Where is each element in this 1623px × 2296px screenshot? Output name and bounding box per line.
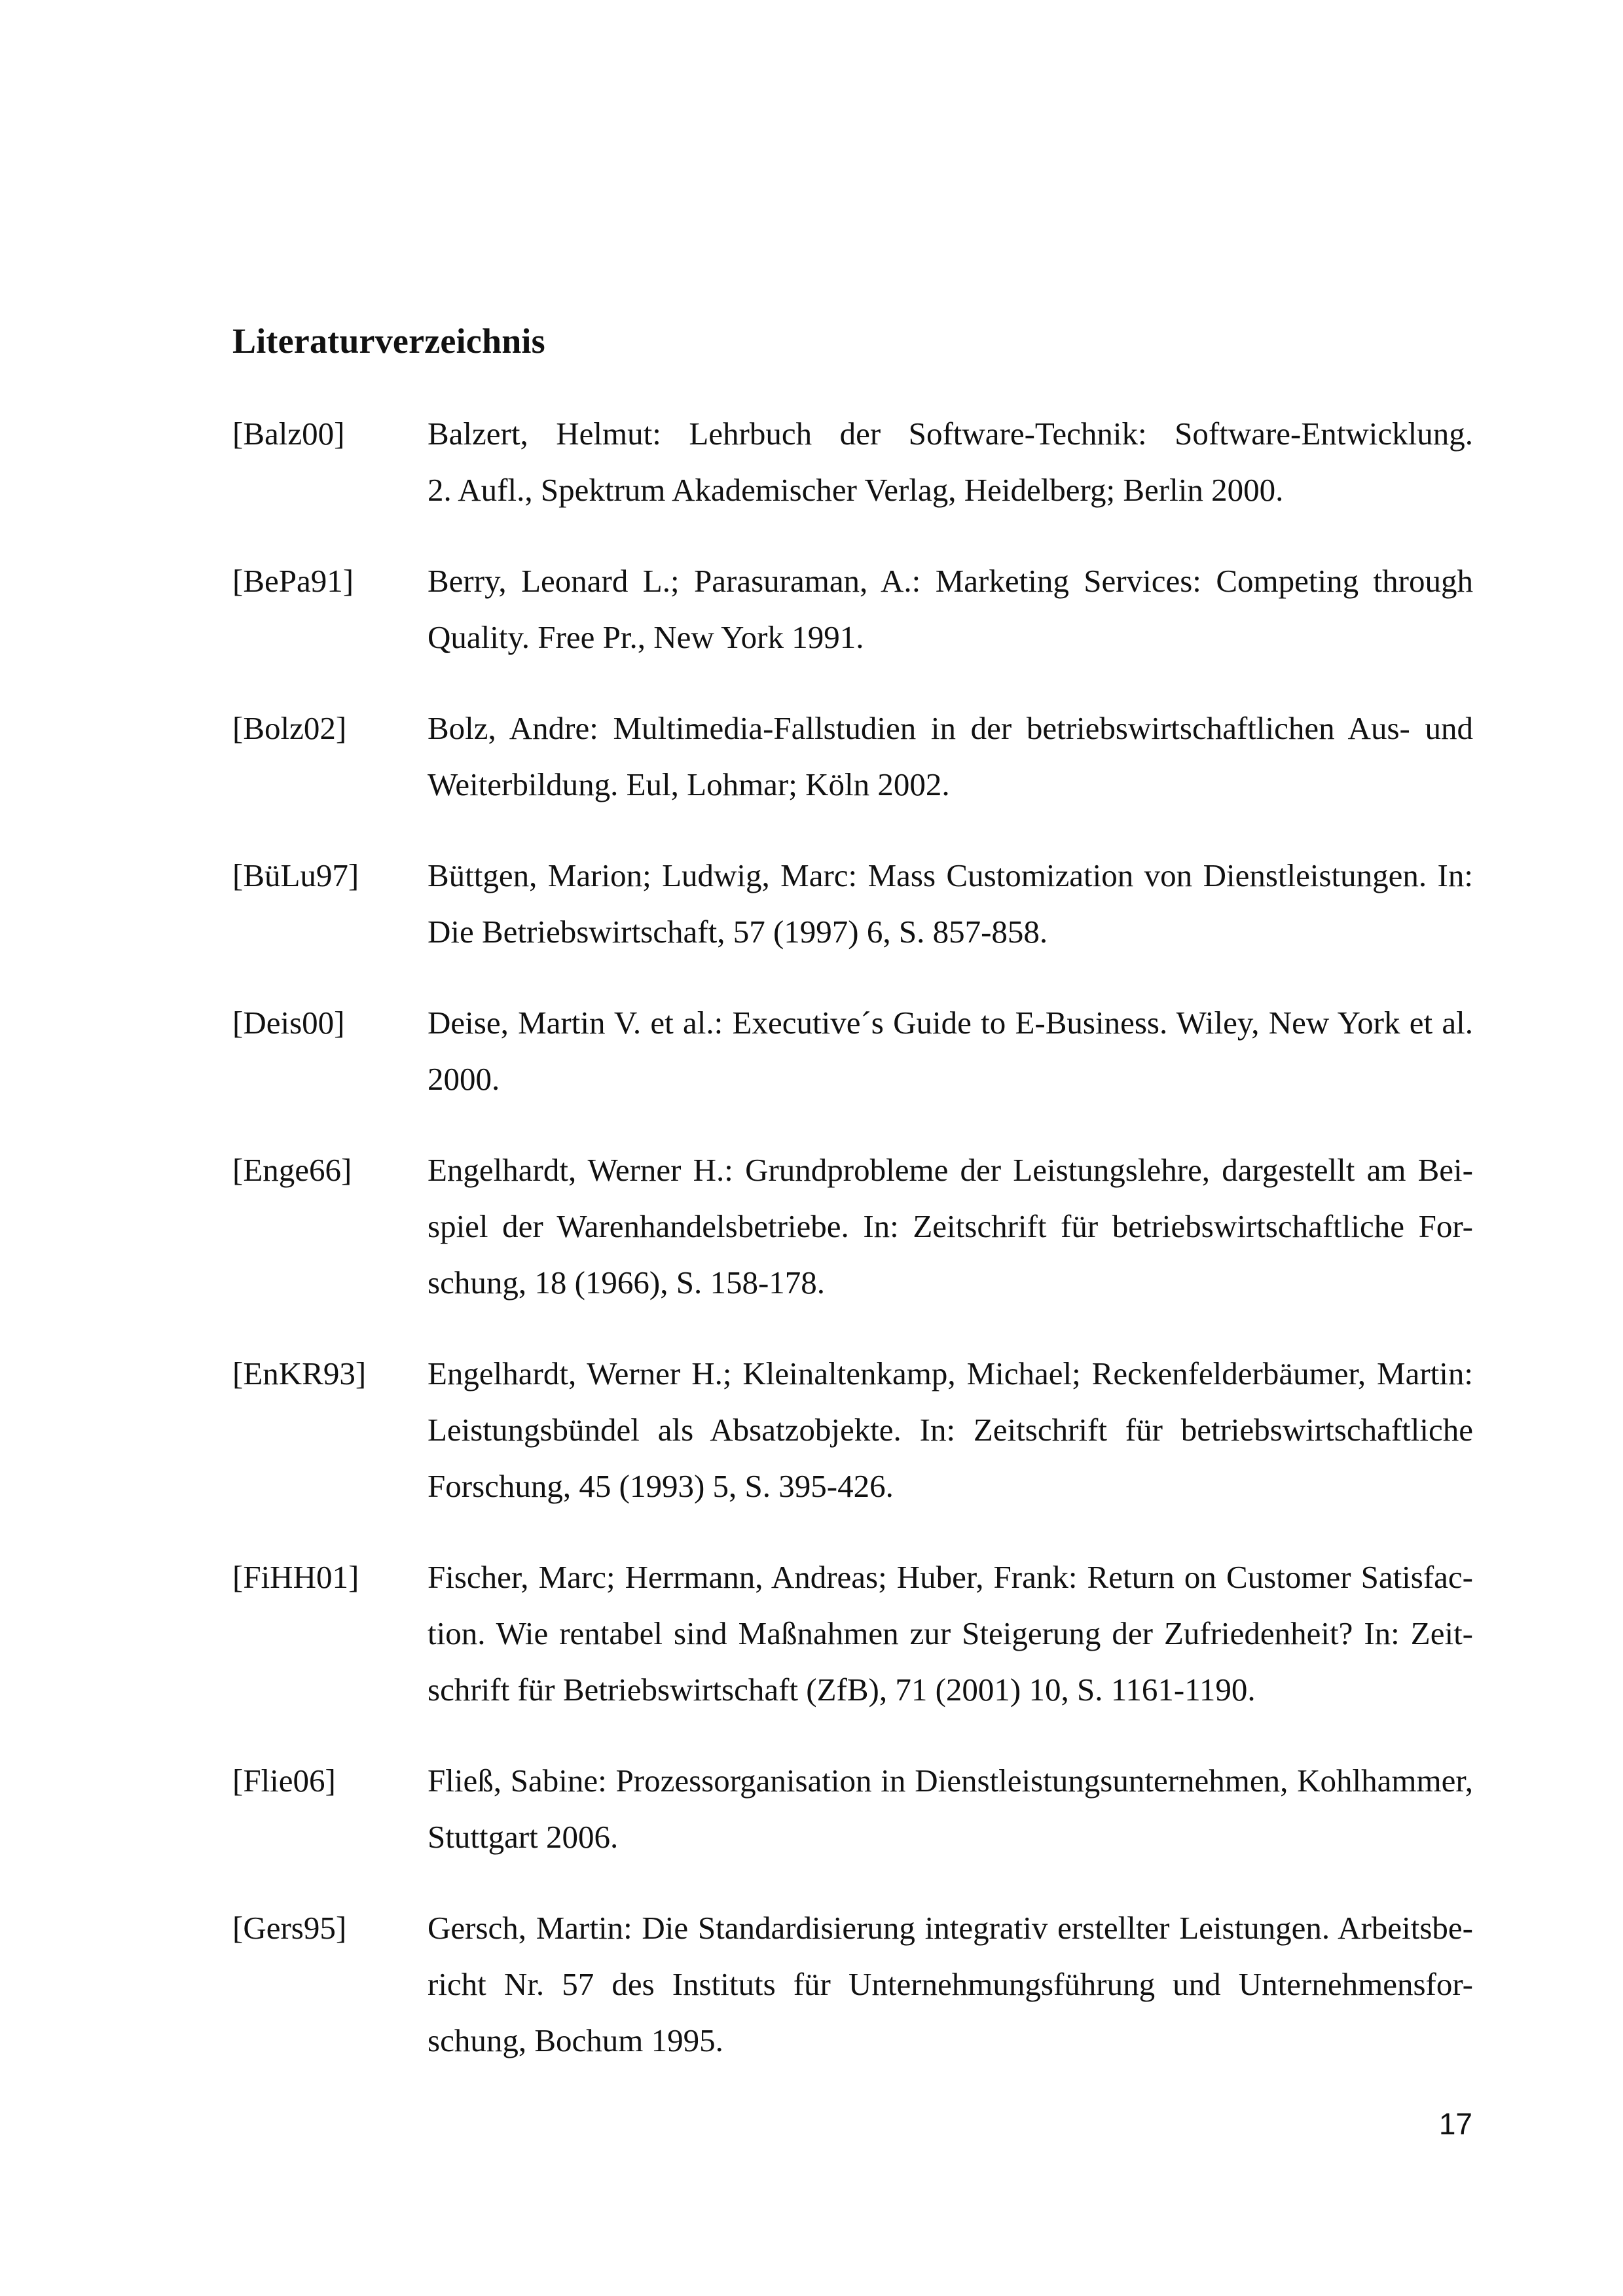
reference-text [428,1142,1473,1311]
reference-text [428,995,1473,1107]
reference-entry [232,1346,1473,1515]
page-number: 17 [1438,2107,1472,2141]
reference-entry [232,1900,1473,2069]
reference-text [428,1346,1473,1515]
reference-key: [FiHH01] [232,1559,359,1595]
reference-line: Büttgen, Marion; Ludwig, Marc: Mass Customization von Dienstleistungen. In: [428,857,1473,893]
reference-line: Quality. Free Pr., New York 1991. [428,619,864,655]
reference-text [428,848,1473,960]
reference-line: Bolz, Andre: Multimedia-Fallstudien in der betriebswirtschaftlichen Aus- und [428,710,1473,746]
reference-entry [232,1753,1473,1865]
reference-entry [232,1142,1473,1311]
reference-key: [Enge66] [232,1152,352,1188]
reference-line: 2000. [428,1061,500,1097]
reference-line: schung, Bochum 1995. [428,2022,723,2058]
reference-line: tion. Wie rentabel sind Maßnahmen zur Steigerung der Zufriedenheit? In: Zeit- [428,1615,1473,1651]
reference-entry [232,553,1473,666]
reference-line: Weiterbildung. Eul, Lohmar; Köln 2002. [428,766,950,802]
reference-key: [Balz00] [232,416,345,452]
reference-key: [BePa91] [232,563,354,599]
reference-text [428,1900,1473,2069]
reference-entry [232,1549,1473,1718]
reference-line: Berry, Leonard L.; Parasuraman, A.: Marketing Services: Competing through [428,563,1473,599]
reference-line: Balzert, Helmut: Lehrbuch der Software-Technik: Software-Entwicklung. [428,416,1473,452]
page-title: Literaturverzeichnis [232,321,545,361]
reference-entry [232,848,1473,960]
reference-entry [232,406,1473,518]
reference-key: [Deis00] [232,1005,345,1041]
reference-line: Forschung, 45 (1993) 5, S. 395-426. [428,1468,894,1504]
reference-text [428,700,1473,813]
reference-line: Leistungsbündel als Absatzobjekte. In: Zeitschrift für betriebswirtschaftliche [428,1412,1473,1448]
reference-text [428,1549,1473,1718]
reference-line: schung, 18 (1966), S. 158-178. [428,1265,826,1300]
reference-line: Die Betriebswirtschaft, 57 (1997) 6, S. 857-858. [428,914,1048,950]
reference-key: [EnKR93] [232,1355,367,1391]
reference-line: schrift für Betriebswirtschaft (ZfB), 71 (2001) 10, S. 1161-1190. [428,1672,1256,1708]
reference-line: Engelhardt, Werner H.: Grundprobleme der Leistungslehre, dargestellt am Bei- [428,1152,1473,1188]
reference-text [428,1753,1473,1865]
reference-line: 2. Aufl., Spektrum Akademischer Verlag, Heidelberg; Berlin 2000. [428,472,1284,508]
reference-key: [BüLu97] [232,857,359,893]
reference-line: Fischer, Marc; Herrmann, Andreas; Huber, Frank: Return on Customer Satisfac- [428,1559,1473,1595]
reference-line: Fließ, Sabine: Prozessorganisation in Dienstleistungsunternehmen, Kohlhammer, [428,1763,1473,1799]
reference-line: Engelhardt, Werner H.; Kleinaltenkamp, Michael; Reckenfelderbäumer, Martin: [428,1355,1473,1391]
reference-entry [232,995,1473,1107]
reference-text [428,406,1473,518]
reference-key: [Flie06] [232,1763,336,1799]
reference-line: spiel der Warenhandelsbetriebe. In: Zeitschrift für betriebswirtschaftliche For- [428,1208,1473,1244]
reference-key: [Bolz02] [232,710,347,746]
reference-text [428,553,1473,666]
reference-line: Deise, Martin V. et al.: Executive´s Guide to E-Business. Wiley, New York et al. [428,1005,1473,1041]
reference-line: richt Nr. 57 des Instituts für Unternehmungsführung und Unternehmensfor- [428,1966,1473,2002]
reference-entry [232,700,1473,813]
reference-line: Stuttgart 2006. [428,1819,619,1855]
reference-list [232,406,1473,2069]
reference-key: [Gers95] [232,1910,347,1946]
reference-line: Gersch, Martin: Die Standardisierung integrativ erstellter Leistungen. Arbeitsbe- [428,1910,1473,1946]
